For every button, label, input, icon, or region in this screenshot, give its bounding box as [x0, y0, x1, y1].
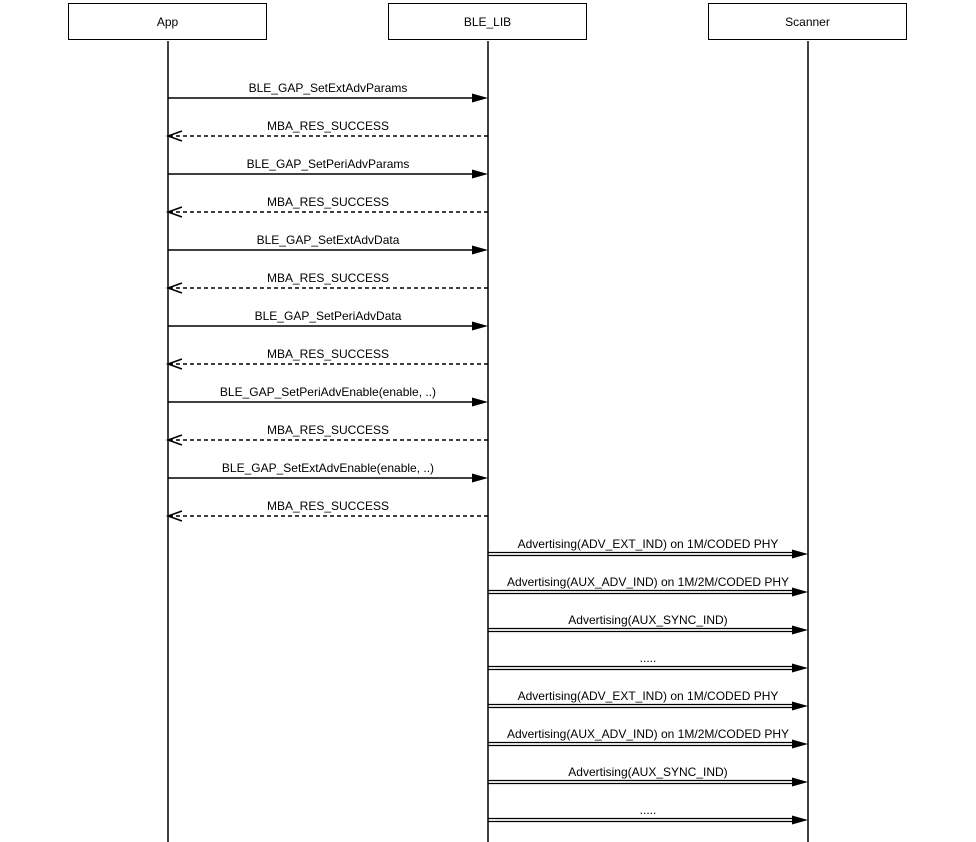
arrowhead-filled	[792, 816, 808, 825]
message-return	[168, 499, 488, 521]
arrowhead-filled	[792, 778, 808, 787]
arrowhead-filled	[472, 94, 488, 103]
message-label: Advertising(AUX_ADV_IND) on 1M/2M/CODED PHY	[506, 575, 790, 589]
message-label: .....	[639, 651, 657, 665]
message-air	[488, 689, 808, 711]
arrowhead-filled	[472, 246, 488, 255]
message-air	[488, 727, 808, 749]
message-label: MBA_RES_SUCCESS	[266, 271, 390, 285]
message-call	[168, 309, 488, 331]
message-label: BLE_GAP_SetExtAdvEnable(enable, ..)	[221, 461, 435, 475]
message-label: Advertising(AUX_SYNC_IND)	[568, 613, 728, 627]
message-call	[168, 461, 488, 483]
message-return	[168, 271, 488, 293]
message-air	[488, 613, 808, 635]
message-call	[168, 233, 488, 255]
message-return	[168, 347, 488, 369]
message-return	[168, 119, 488, 141]
arrowhead-filled	[792, 550, 808, 559]
arrowhead-filled	[472, 170, 488, 179]
message-return	[168, 195, 488, 217]
message-label: BLE_GAP_SetPeriAdvParams	[246, 157, 410, 171]
message-air	[488, 765, 808, 787]
actor-ble-lib-label: BLE_LIB	[463, 14, 512, 29]
actor-scanner-label: Scanner	[785, 14, 830, 29]
message-label: BLE_GAP_SetExtAdvData	[256, 233, 400, 247]
message-label: MBA_RES_SUCCESS	[266, 499, 390, 513]
message-air	[488, 651, 808, 673]
message-label: BLE_GAP_SetExtAdvParams	[248, 81, 408, 95]
message-call	[168, 385, 488, 407]
message-return	[168, 423, 488, 445]
message-label: .....	[639, 803, 657, 817]
arrowhead-filled	[792, 588, 808, 597]
arrowhead-filled	[472, 398, 488, 407]
message-air	[488, 537, 808, 559]
arrowhead-filled	[472, 322, 488, 331]
message-label: MBA_RES_SUCCESS	[266, 347, 390, 361]
message-air	[488, 575, 808, 597]
message-call	[168, 81, 488, 103]
arrowhead-filled	[792, 740, 808, 749]
message-label: MBA_RES_SUCCESS	[266, 195, 390, 209]
message-label: Advertising(AUX_ADV_IND) on 1M/2M/CODED PHY	[506, 727, 790, 741]
arrowhead-filled	[792, 702, 808, 711]
actor-app-label: App	[156, 14, 179, 29]
message-label: Advertising(ADV_EXT_IND) on 1M/CODED PHY	[517, 537, 779, 551]
message-label: MBA_RES_SUCCESS	[266, 423, 390, 437]
message-label: MBA_RES_SUCCESS	[266, 119, 390, 133]
message-label: BLE_GAP_SetPeriAdvData	[254, 309, 402, 323]
message-label: Advertising(ADV_EXT_IND) on 1M/CODED PHY	[517, 689, 779, 703]
arrowhead-filled	[472, 474, 488, 483]
message-label: Advertising(AUX_SYNC_IND)	[568, 765, 728, 779]
arrowhead-filled	[792, 626, 808, 635]
message-air	[488, 803, 808, 825]
arrowhead-filled	[792, 664, 808, 673]
message-label: BLE_GAP_SetPeriAdvEnable(enable, ..)	[219, 385, 437, 399]
message-call	[168, 157, 488, 179]
